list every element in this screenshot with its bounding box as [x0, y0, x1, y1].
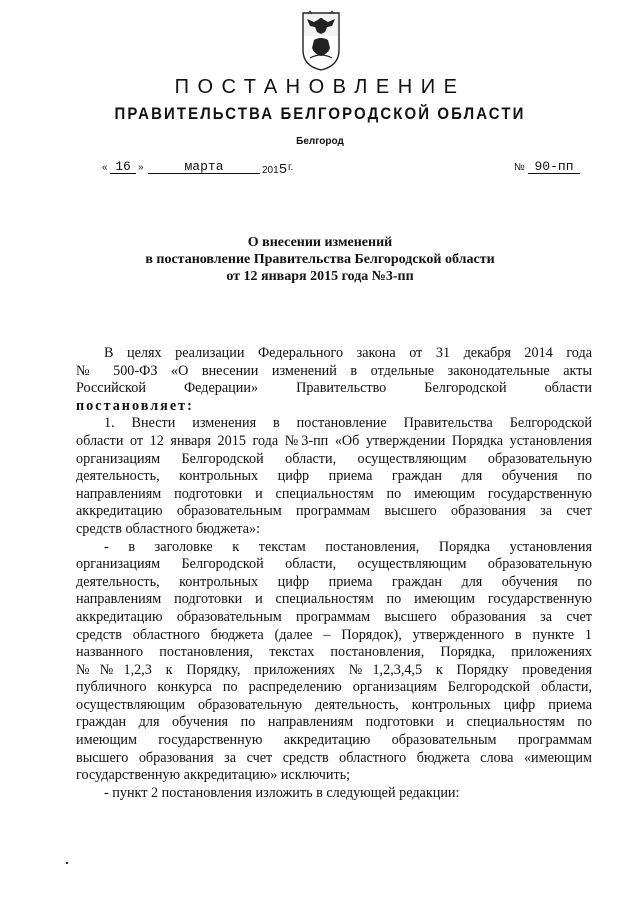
city-name: Белгород	[296, 136, 344, 147]
body-line: - в заголовке к текстам постановления, Порядка установления	[104, 538, 592, 555]
body-line: деятельность, контрольных цифр приема граждан для обучения по	[76, 468, 592, 485]
number-sign: №	[514, 162, 525, 173]
date-year: 2015	[262, 162, 288, 178]
date-day: 16	[110, 159, 136, 174]
document-number: 90-пп	[528, 159, 580, 174]
date-year-handwritten: 5	[278, 162, 288, 178]
body-line: 1. Внести изменения в постановление Правительства Белгородской	[104, 415, 592, 432]
body-line: имеющим государственную аккредитацию образовательным программам	[76, 732, 592, 749]
document-subject	[0, 234, 640, 285]
subject-line: О внесении изменений	[247, 235, 393, 250]
body-line: - пункт 2 постановления изложить в следующей редакции:	[104, 784, 460, 801]
body-line: высшего образования за счет средств областного бюджета слова «имеющим	[76, 749, 592, 766]
body-line: названного постановления, текстах постановления, Порядка, приложениях	[76, 644, 592, 661]
date-and-number-line	[102, 159, 582, 179]
body-line: направлениям подготовки и специальностям по имеющим государственную	[76, 591, 592, 608]
subject-line: от 12 января 2015 года №3-пп	[226, 269, 414, 284]
document-body	[76, 345, 592, 802]
body-line: области от 12 января 2015 года №3-пп «Об утверждении Порядка установления	[76, 432, 592, 449]
body-line: аккредитацию образовательным программам высшего образования за счет	[76, 503, 592, 520]
body-line: граждан для обучения по направлениям подготовки и специальностям по	[76, 714, 592, 731]
body-line: организациям Белгородской области, осуществляющим образовательную	[76, 556, 592, 573]
body-line: осуществляющим образовательную деятельность, контрольных цифр приема	[76, 696, 592, 713]
body-line: № 500-ФЗ «О внесении изменений в отдельные законодательные акты	[76, 362, 592, 379]
issuing-authority: ПРАВИТЕЛЬСТВА БЕЛГОРОДСКОЙ ОБЛАСТИ	[114, 104, 526, 123]
document-type-title: ПОСТАНОВЛЕНИЕ	[174, 76, 466, 98]
date-year-unit: г.	[288, 162, 294, 173]
body-line: организациям Белгородской области, осуществляющим образовательную	[76, 450, 592, 467]
quote-open: «	[102, 162, 108, 173]
body-line: средств областного бюджета (далее – Порядок), утвержденного в пункте 1	[76, 626, 592, 643]
resolution-word: постановляет:	[76, 397, 194, 414]
body-line: Российской Федерации» Правительство Белгородской области	[76, 380, 592, 397]
body-line: деятельность, контрольных цифр приема граждан для обучения по	[76, 573, 592, 590]
subject-line: в постановление Правительства Белгородской области	[145, 252, 495, 267]
body-line: публичного конкурса по распределению организациям Белгородской области,	[76, 679, 592, 696]
body-line: направлениям подготовки и специальностям по имеющим государственную	[76, 485, 592, 502]
body-line: аккредитацию образовательным программам высшего образования за счет	[76, 608, 592, 625]
body-line: средств областного бюджета»:	[76, 520, 261, 537]
scan-speck	[66, 862, 68, 864]
body-line: В целях реализации Федерального закона от 31 декабря 2014 года	[104, 345, 592, 361]
coat-of-arms-emblem	[300, 10, 342, 72]
date-month: марта	[148, 159, 260, 174]
body-line: №№1,2,3 к Порядку, приложениях №1,2,3,4,5 к Порядку проведения	[76, 661, 592, 678]
quote-close: »	[138, 162, 144, 173]
body-line: государственную аккредитацию» исключить;	[76, 767, 351, 784]
